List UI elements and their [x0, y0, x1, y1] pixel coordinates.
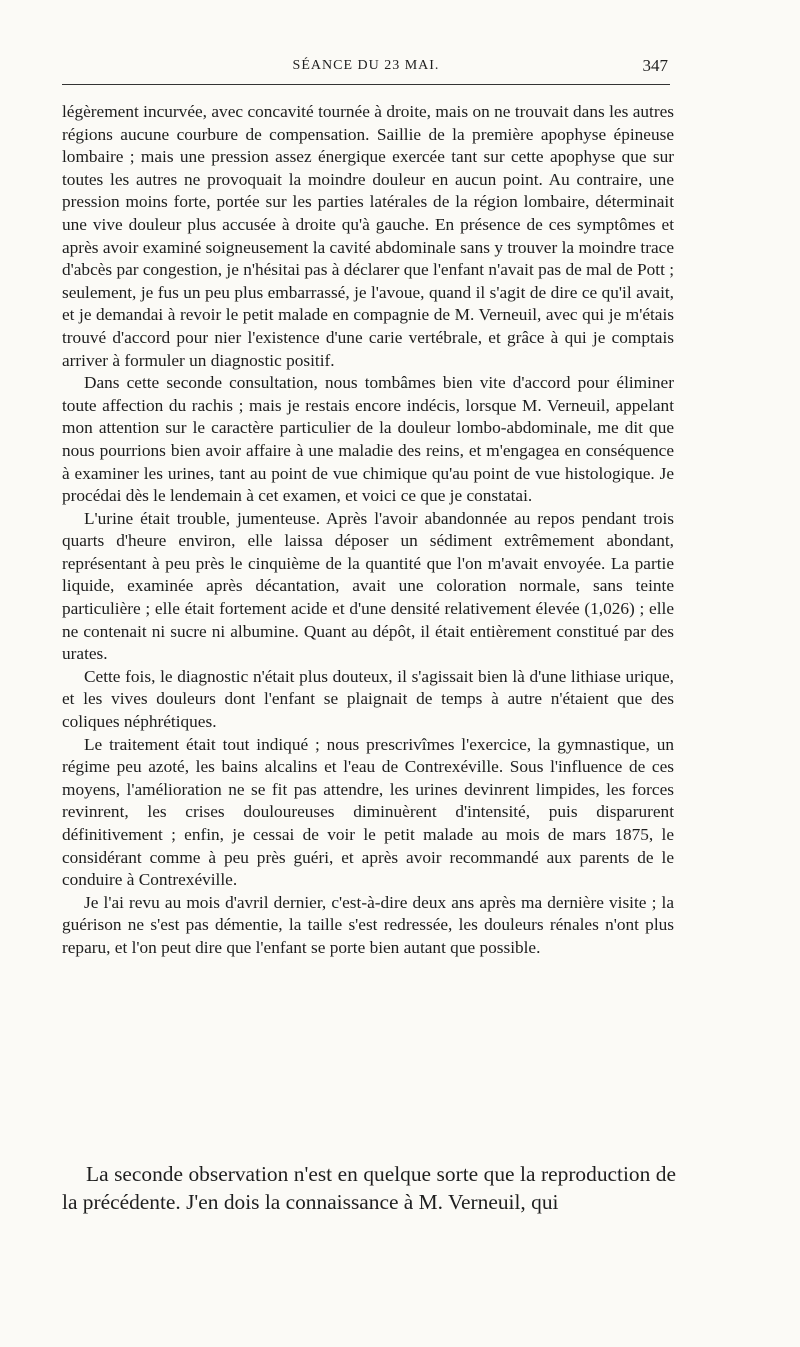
- paragraph: Cette fois, le diagnostic n'était plus douteux, il s'agissait bien là d'une lithiase urique, et les vives douleurs dont l'enfant se plaignait de temps à autre n'étaient que des coliques néphrétiques.: [62, 666, 674, 732]
- body-text: [62, 101, 674, 960]
- running-head: SÉANCE DU 23 MAI.: [292, 58, 440, 73]
- page-header: [62, 56, 670, 80]
- header-rule: [62, 84, 670, 85]
- paragraph: Je l'ai revu au mois d'avril dernier, c'est-à-dire deux ans après ma dernière visite ; la guérison ne s'est pas démentie, la taille s'est redressée, les douleurs rénales n'ont plus reparu, et l'on peut dire que l'enfant se porte bien autant que possible.: [62, 892, 674, 957]
- paragraph: Dans cette seconde consultation, nous tombâmes bien vite d'accord pour éliminer toute affection du rachis ; mais je restais encore indécis, lorsque M. Verneuil, appelant mon attention sur le caractère particulier de la douleur lombo-abdominale, me dit que nous pourrions bien avoir affaire à une maladie des reins, et m'engagea en conséquence à examiner les urines, tant au point de vue chimique qu'au point de vue histologique. Je procédai dès le lendemain à cet examen, et voici ce que je constatai.: [62, 373, 674, 506]
- large-type-section: [62, 1160, 676, 1216]
- paragraph: L'urine était trouble, jumenteuse. Après l'avoir abandonnée au repos pendant trois quarts d'heure environ, elle laissa déposer un sédiment extrêmement abondant, représentant à peu près le cinquième de la quantité que l'on m'avait envoyée. La partie liquide, examinée après décantation, avait une coloration normale, sans teinte particulière ; elle était fortement acide et d'une densité relativement élevée (1,026) ; elle ne contenait ni sucre ni albumine. Quant au dépôt, il était entièrement constitué par des urates.: [62, 508, 674, 664]
- paragraph: Le traitement était tout indiqué ; nous prescrivîmes l'exercice, la gymnastique, un régime peu azoté, les bains alcalins et l'eau de Contrexéville. Sous l'influence de ces moyens, l'amélioration ne se fit pas attendre, les urines devinrent limpides, les forces revinrent, les crises douloureuses diminuèrent d'intensité, puis disparurent définitivement ; enfin, je cessai de voir le petit malade au mois de mars 1875, le considérant comme à peu près guéri, et après avoir recommandé aux parents de le conduire à Contrexéville.: [62, 734, 674, 890]
- paragraph-large: La seconde observation n'est en quelque sorte que la reproduction de la précédente. J'en dois la connaissance à M. Verneuil, qui: [62, 1162, 676, 1214]
- paragraph-continued: légèrement incurvée, avec concavité tournée à droite, mais on ne trouvait dans les autres régions aucune courbure de compensation. Saillie de la première apophyse épineuse lombaire ; mais une pression assez énergique exercée tant sur cette apophyse que sur toutes les autres ne provoquait la moindre douleur en aucun point. Au contraire, une pression moins forte, portée sur les parties latérales de la région lombaire, déterminait une vive douleur plus accusée à droite qu'à gauche. En présence de ces symptômes et après avoir examiné soigneusement la cavité abdominale sans y trouver la moindre trace d'abcès par congestion, je n'hésitai pas à déclarer que l'enfant n'avait pas de mal de Pott ; seulement, je fus un peu plus embarrassé, je l'avoue, quand il s'agit de dire ce qu'il avait, et je demandai à revoir le petit malade en compagnie de M. Verneuil, avec qui je m'étais trouvé d'accord pour nier l'existence d'une carie vertébrale, et grâce à qui je comptais arriver à formuler un diagnostic positif.: [62, 102, 674, 370]
- page-number: 347: [642, 56, 668, 75]
